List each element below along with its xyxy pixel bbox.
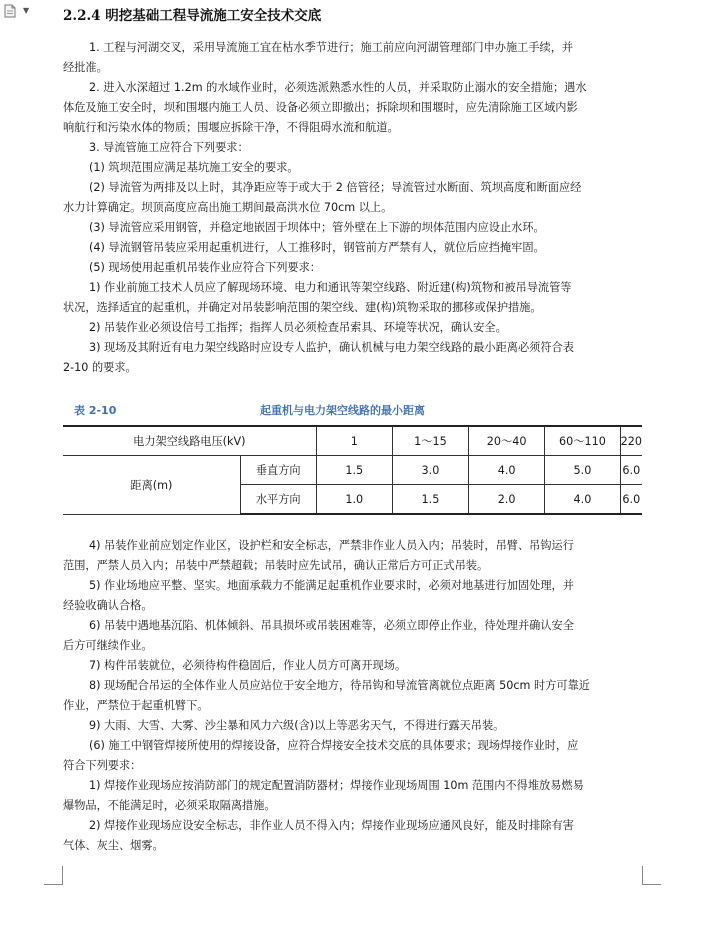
section-heading: 2.2.4 明挖基础工程导流施工安全技术交底 <box>63 8 322 24</box>
distance-value-cell: 3.0 <box>392 456 468 485</box>
distance-table <box>63 425 642 515</box>
text-line: 5) 作业场地应平整、坚实。地面承载力不能满足起重机作业要求时，必须对地基进行加固处理，并 <box>89 579 574 592</box>
distance-value-cell: 1.5 <box>392 485 468 515</box>
text-line: 经验收确认合格。 <box>63 599 153 612</box>
table-title: 起重机与电力架空线路的最小距离 <box>260 404 425 417</box>
table-header-row <box>63 426 642 456</box>
distance-value-cell: 2.0 <box>469 485 545 515</box>
text-line: 9) 大雨、大雪、大雾、沙尘暴和风力六级(含)以上等恶劣天气，不得进行露天吊装。 <box>89 719 505 732</box>
page-corner-mark-left <box>44 866 63 885</box>
text-line: 后方可继续作业。 <box>63 639 153 652</box>
distance-value-cell: 6.0 <box>620 456 642 485</box>
distance-value-cell: 5.0 <box>545 456 620 485</box>
text-line: 1. 工程与河湖交叉，采用导流施工宜在枯水季节进行；施工前应向河湖管理部门申办施工手续，并 <box>89 41 574 54</box>
text-line: 范围，严禁人员入内；吊装中严禁超载；吊装时应先试吊，确认正常后方可正式吊装。 <box>63 559 489 572</box>
text-line: (1) 筑坝范围应满足基坑施工安全的要求。 <box>89 161 299 174</box>
text-line: 1) 作业前施工技术人员应了解现场环境、电力和通讯等架空线路、附近建(构)筑物和被吊导流管等 <box>89 281 572 294</box>
text-line: 6) 吊装中遇地基沉陷、机体倾斜、吊具损坏或吊装困难等，必须立即停止作业，待处理并确认安全 <box>89 619 574 632</box>
text-line: 2) 焊接作业现场应设安全标志，非作业人员不得入内；焊接作业现场应通风良好，能及时排除有害 <box>89 819 574 832</box>
text-line: 4) 吊装作业前应划定作业区，设护栏和安全标志，严禁非作业人员入内；吊装时，吊臂、吊钩运行 <box>89 539 574 552</box>
text-line: 2-10 的要求。 <box>63 361 137 374</box>
text-line: 状况，选择适宜的起重机，并确定对吊装影响范围的架空线、建(构)筑物采取的挪移或保护措施。 <box>63 301 542 314</box>
text-line: 爆物品，不能满足时，必须采取隔离措施。 <box>63 799 276 812</box>
text-line: 响航行和污染水体的物质；围堰应拆除干净，不得阻碍水流和航道。 <box>63 121 399 134</box>
voltage-cell: 1～15 <box>392 426 468 456</box>
text-line: 1) 焊接作业现场应按消防部门的规定配置消防器材；焊接作业现场周围 10m 范围内不得堆放易燃易 <box>89 779 584 792</box>
text-line: 符合下列要求： <box>63 759 142 772</box>
text-line: 作业，严禁位于起重机臂下。 <box>63 699 209 712</box>
distance-value-cell: 6.0 <box>620 485 642 515</box>
text-line: (5) 现场使用起重机吊装作业应符合下列要求： <box>89 261 321 274</box>
collapse-caret-icon[interactable]: ▼ <box>23 6 30 15</box>
distance-value-cell: 1.0 <box>316 485 392 515</box>
text-line: 2. 进入水深超过 1.2m 的水域作业时，必须选派熟悉水性的人员，并采取防止溺水的安全措施；遇水 <box>89 81 587 94</box>
text-line: 8) 现场配合吊运的全体作业人员应站位于安全地方，待吊钩和导流管离就位点距离 50cm 时方可靠近 <box>89 679 590 692</box>
text-line: 3) 现场及其附近有电力架空线路时应设专人监护，确认机械与电力架空线路的最小距离必须符合表 <box>89 341 574 354</box>
distance-value-cell: 1.5 <box>316 456 392 485</box>
direction-label-cell: 水平方向 <box>240 485 316 515</box>
document-icon[interactable] <box>4 4 16 18</box>
text-line: (6) 施工中钢管焊接所使用的焊接设备，应符合焊接安全技术交底的具体要求；现场焊接作业时，应 <box>89 739 579 752</box>
text-line: 体危及施工安全时，坝和围堰内施工人员、设备必须立即撤出；拆除坝和围堰时，应先清除施工区域内影 <box>63 101 578 114</box>
voltage-cell: 60～110 <box>545 426 620 456</box>
distance-value-cell: 4.0 <box>545 485 620 515</box>
text-line: (4) 导流钢管吊装应采用起重机进行，人工推移时，钢管前方严禁有人，就位后应挡掩牢固。 <box>89 241 545 254</box>
body-text-block-1 <box>63 38 645 378</box>
text-line: (2) 导流管为两排及以上时，其净距应等于或大于 2 倍管径；导流管过水断面、筑坝高度和断面应经 <box>89 181 582 194</box>
voltage-cell: 20～40 <box>469 426 545 456</box>
text-line: 水力计算确定。坝顶高度应高出施工期间最高洪水位 70cm 以上。 <box>63 201 393 214</box>
body-text-block-2 <box>63 536 645 856</box>
text-line: 经批准。 <box>63 61 108 74</box>
direction-label-cell: 垂直方向 <box>240 456 316 485</box>
table-number: 表 2-10 <box>74 404 117 417</box>
text-line: 2) 吊装作业必须设信号工指挥；指挥人员必须检查吊索具、环境等状况，确认安全。 <box>89 321 507 334</box>
distance-value-cell: 4.0 <box>469 456 545 485</box>
text-line: 3. 导流管施工应符合下列要求： <box>89 141 249 154</box>
page-corner-mark-right <box>642 866 661 885</box>
text-line: 7) 构件吊装就位，必须待构件稳固后，作业人员方可离开现场。 <box>89 659 407 672</box>
distance-label-cell: 距离(m) <box>63 456 240 515</box>
voltage-cell: 1 <box>316 426 392 456</box>
text-line: (3) 导流管应采用钢管，并稳定地嵌固于坝体中；管外壁在上下游的坝体范围内应设止水环。 <box>89 221 545 234</box>
voltage-cell: 220 <box>620 426 642 456</box>
voltage-header-cell: 电力架空线路电压(kV) <box>63 426 316 456</box>
table-row <box>63 456 642 485</box>
text-line: 气体、灰尘、烟雾。 <box>63 839 164 852</box>
